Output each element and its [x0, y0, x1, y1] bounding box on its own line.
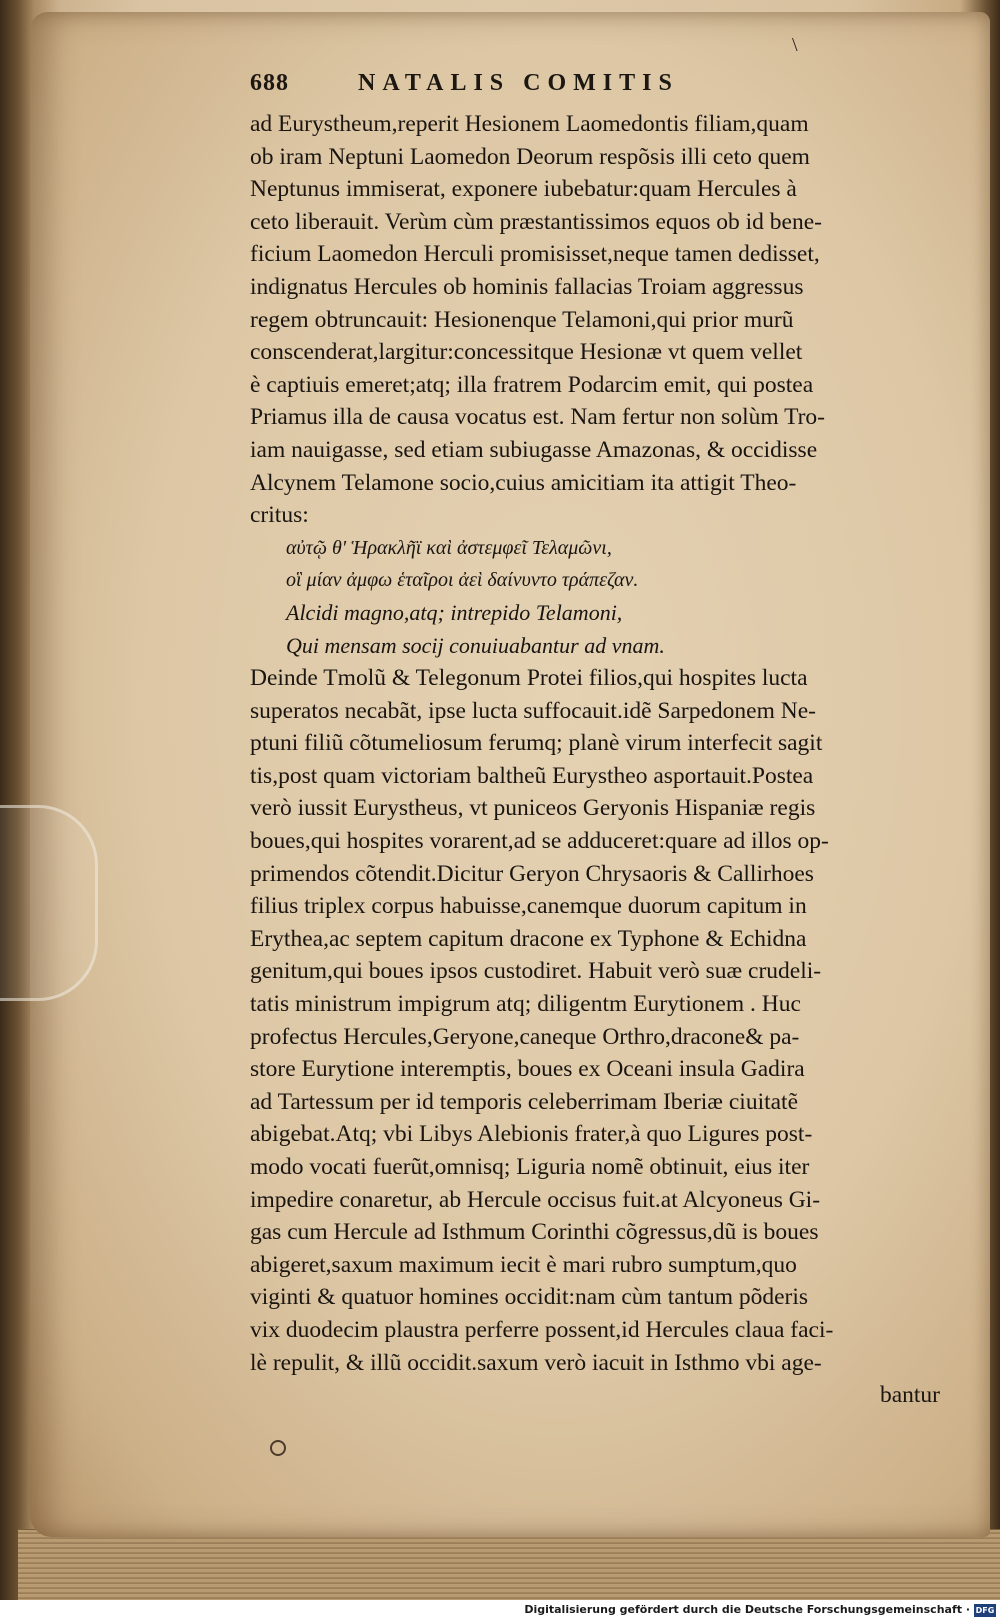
catchword: bantur [879, 1382, 940, 1409]
text-line: Alcynem Telamone socio,cuius amicitiam ita attigit Theo- [250, 469, 797, 496]
text-line: abigeret,saxum maximum iecit è mari rubro sumptum,quo [250, 1251, 797, 1278]
text-line: superatos necabãt, ipse lucta suffocauit.idẽ Sarpedonem Ne- [250, 697, 816, 724]
dfg-logo: DFG [975, 1606, 995, 1615]
text-line: impedire conaretur, ab Hercule occisus fuit.at Alcyoneus Gi- [250, 1186, 821, 1213]
page-header [250, 62, 930, 102]
plastic-page-clip [0, 805, 98, 1001]
page-number: 688 [250, 70, 289, 96]
text-line: gas cum Hercule ad Isthmum Corinthi cõgressus,dũ is boues [250, 1219, 819, 1246]
text-line: ceto liberauit. Verùm cùm præstantissimos equos ob id bene- [250, 208, 822, 235]
text-line: critus: [250, 502, 309, 529]
body-text [250, 108, 940, 1412]
text-line: iam nauigasse, sed etiam subiugasse Amazonas, & occidisse [250, 436, 818, 463]
text-line: indignatus Hercules ob hominis fallacias Troiam aggressus [250, 273, 804, 300]
text-line: ficium Laomedon Herculi promisisset,neque tamen dedisset, [250, 241, 820, 268]
text-line: ad Eurystheum,reperit Hesionem Laomedontis filiam,quam [250, 111, 809, 137]
funding-credit: Digitalisierung gefördert durch die Deutsche Forschungsgemeinschaft · [524, 1603, 970, 1616]
text-line: vix duodecim plaustra perferre possent,id Hercules claua faci- [250, 1316, 834, 1343]
greek-verse-line: αὐτῷ θ' Ἡρακλῆϊ καὶ ἀστεμφεῖ Τελαμῶνι, [286, 536, 612, 559]
ink-circle-mark [270, 1440, 286, 1456]
latin-verse-line: Qui mensam socij conuiuabantur ad vnam. [286, 632, 665, 658]
text-line: abigebat.Atq; vbi Libys Alebionis frater,à quo Ligures post- [250, 1121, 813, 1148]
text-line: genitum,qui boues ipsos custodiret. Habuit verò suæ crudeli- [250, 958, 822, 985]
text-line: primendos cõtendit.Dicitur Geryon Chrysaoris & Callirhoes [250, 860, 814, 887]
text-line: Priamus illa de causa vocatus est. Nam fertur non solùm Tro- [250, 404, 826, 431]
text-line: Erythea,ac septem capitum dracone ex Typhone & Echidna [250, 925, 807, 952]
page-edges [18, 1529, 1000, 1600]
text-line: verò iussit Eurystheus, vt puniceos Geryonis Hispaniæ regis [250, 795, 816, 822]
text-line: tis,post quam victoriam baltheũ Eurystheo asportauit.Postea [250, 762, 814, 789]
text-line: filius triplex corpus habuisse,canemque duorum capitum in [250, 893, 807, 920]
text-line: Deinde Tmolũ & Telegonum Protei filios,qui hospites lucta [250, 665, 808, 692]
footer-bar [0, 1600, 1000, 1622]
text-line: è captiuis emeret;atq; illa fratrem Podarcim emit, qui postea [250, 371, 814, 398]
text-line: lè repulit, & illũ occidit.saxum verò iacuit in Isthmo vbi age- [250, 1349, 822, 1376]
text-line: ob iram Neptuni Laomedon Deorum respõsis illi ceto quem [250, 143, 810, 170]
latin-verse-line: Alcidi magno,atq; intrepido Telamoni, [286, 599, 623, 625]
text-line: ad Tartessum per id temporis celeberrimam Iberiæ ciuitatẽ [250, 1088, 799, 1115]
text-line: conscenderat,largitur:concessitque Hesionæ vt quem vellet [250, 339, 803, 366]
text-line: viginti & quatuor homines occidit:nam cùm tantum põderis [250, 1284, 809, 1311]
text-line: modo vocati fuerũt,omnisq; Liguria nomẽ obtinuit, eius iter [250, 1154, 810, 1180]
text-line: store Eurytione interemptis, boues ex Oceani insula Gadira [250, 1056, 805, 1083]
text-line: Neptunus immiserat, exponere iubebatur:quam Hercules à [250, 176, 797, 203]
running-title: NATALIS COMITIS [358, 70, 679, 96]
text-line: tatis ministrum impigrum atq; diligentm Eurytionem . Huc [250, 991, 801, 1018]
text-line: ptuni filiũ cõtumeliosum ferumq; planè virum interfecit sagit [250, 730, 823, 757]
text-line: boues,qui hospites vorarent,ad se adduceret:quare ad illos op- [250, 828, 829, 855]
text-line: profectus Hercules,Geryone,caneque Orthro,dracone& pa- [250, 1023, 800, 1050]
top-mark: \ [792, 34, 798, 56]
greek-verse-line: οἳ μίαν ἀμφω ἑταῖροι ἀεὶ δαίνυντο τράπεζαν. [286, 569, 639, 592]
text-line: regem obtruncauit: Hesionenque Telamoni,qui prior murũ [250, 306, 794, 333]
